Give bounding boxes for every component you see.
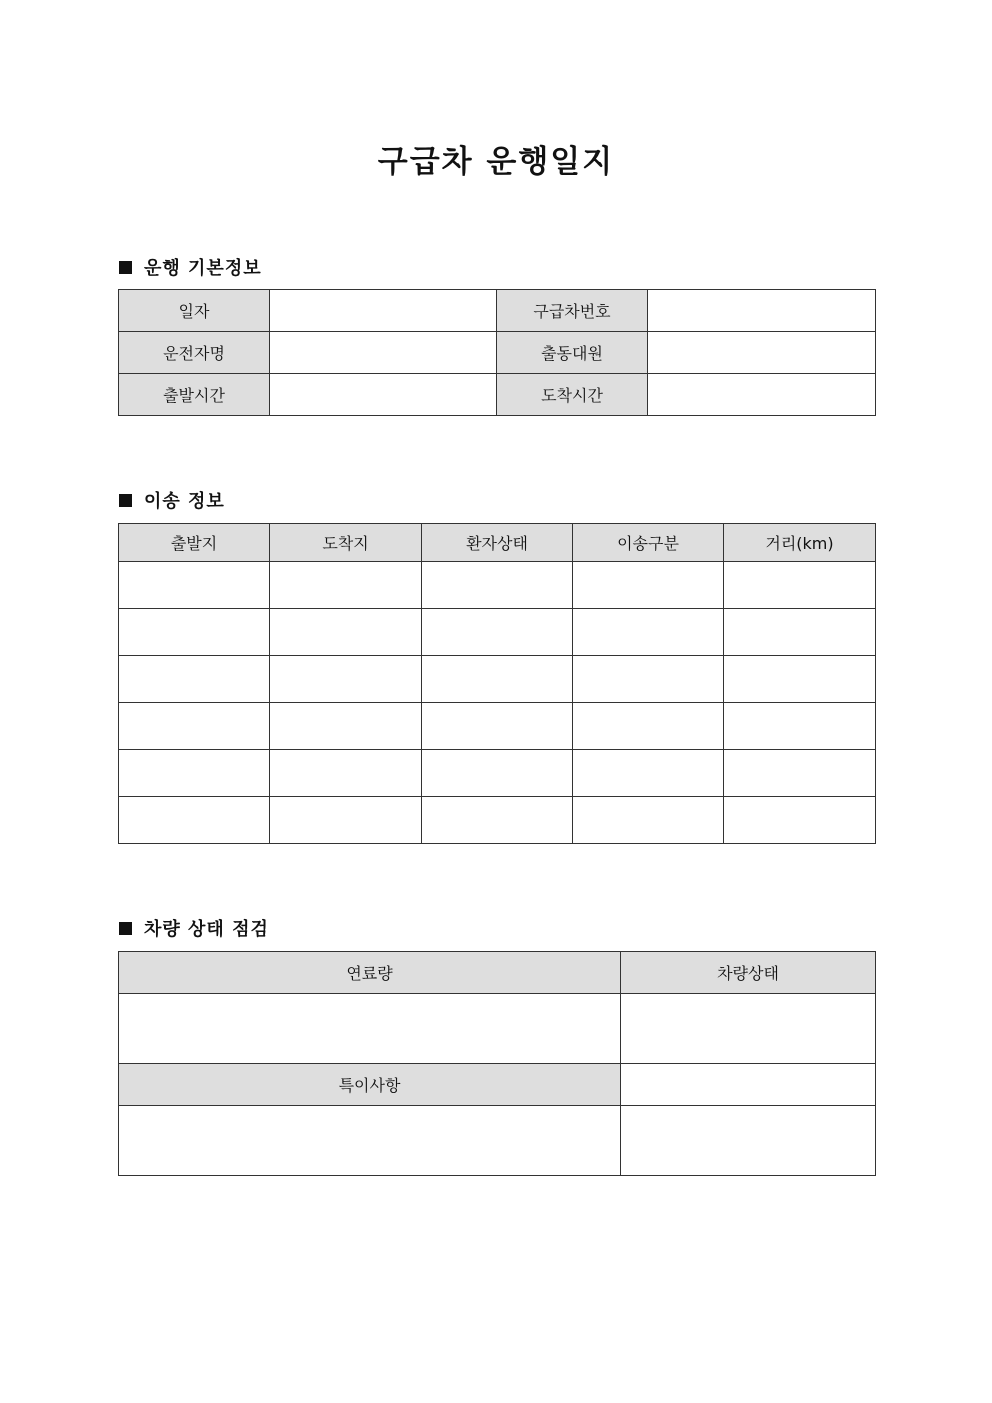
origin-cell[interactable] [119,750,270,797]
distance-cell[interactable] [724,703,876,750]
label-date: 일자 [119,290,270,332]
departure-time-field[interactable] [270,374,497,416]
transfer-type-cell[interactable] [573,703,724,750]
origin-cell[interactable] [119,609,270,656]
transfer-type-cell[interactable] [573,656,724,703]
destination-cell[interactable] [270,656,422,703]
distance-cell[interactable] [724,609,876,656]
transfer-info-table [118,523,876,844]
label-dispatched-crew: 출동대원 [497,332,648,374]
vehicle-status-field[interactable] [621,994,876,1064]
dispatched-crew-field[interactable] [648,332,876,374]
distance-cell[interactable] [724,750,876,797]
column-header-transfer-type: 이송구분 [573,524,724,562]
column-header-origin: 출발지 [119,524,270,562]
square-bullet-icon [119,922,132,935]
patient-status-cell[interactable] [422,609,573,656]
transfer-type-cell[interactable] [573,797,724,844]
arrival-time-field[interactable] [648,374,876,416]
label-ambulance-number: 구급차번호 [497,290,648,332]
destination-cell[interactable] [270,703,422,750]
special-notes-side-field[interactable] [621,1064,876,1106]
destination-cell[interactable] [270,797,422,844]
ambulance-number-field[interactable] [648,290,876,332]
destination-cell[interactable] [270,750,422,797]
table-row [119,332,876,374]
table-row [119,562,876,609]
table-row [119,1064,876,1106]
label-departure-time: 출발시간 [119,374,270,416]
patient-status-cell[interactable] [422,656,573,703]
column-header-distance: 거리(km) [724,524,876,562]
document-title: 구급차 운행일지 [377,144,615,180]
basic-info-table [118,289,876,416]
table-row [119,703,876,750]
section-heading-transfer-info [119,487,225,513]
table-row [119,750,876,797]
vehicle-check-table [118,951,876,1176]
transfer-type-cell[interactable] [573,609,724,656]
table-row [119,290,876,332]
section-heading-text: 이송 정보 [144,491,225,512]
patient-status-cell[interactable] [422,562,573,609]
label-arrival-time: 도착시간 [497,374,648,416]
table-row [119,656,876,703]
table-header-row [119,524,876,562]
origin-cell[interactable] [119,562,270,609]
table-row [119,374,876,416]
origin-cell[interactable] [119,797,270,844]
distance-cell[interactable] [724,562,876,609]
patient-status-cell[interactable] [422,703,573,750]
table-row [119,609,876,656]
square-bullet-icon [119,494,132,507]
column-header-patient-status: 환자상태 [422,524,573,562]
table-row [119,1106,876,1176]
special-notes-field[interactable] [119,1106,621,1176]
fuel-level-field[interactable] [119,994,621,1064]
label-special-notes: 특이사항 [119,1064,621,1106]
square-bullet-icon [119,261,132,274]
distance-cell[interactable] [724,797,876,844]
transfer-type-cell[interactable] [573,562,724,609]
label-fuel-level: 연료량 [119,952,621,994]
table-row [119,797,876,844]
section-heading-text: 운행 기본정보 [144,258,262,279]
special-notes-extra-field[interactable] [621,1106,876,1176]
driver-name-field[interactable] [270,332,497,374]
section-heading-basic-info [119,254,262,280]
transfer-type-cell[interactable] [573,750,724,797]
distance-cell[interactable] [724,656,876,703]
patient-status-cell[interactable] [422,797,573,844]
destination-cell[interactable] [270,609,422,656]
label-driver-name: 운전자명 [119,332,270,374]
origin-cell[interactable] [119,656,270,703]
section-heading-text: 차량 상태 점검 [144,919,269,940]
table-header-row [119,952,876,994]
origin-cell[interactable] [119,703,270,750]
patient-status-cell[interactable] [422,750,573,797]
table-row [119,994,876,1064]
column-header-destination: 도착지 [270,524,422,562]
section-heading-vehicle-check [119,915,269,941]
date-field[interactable] [270,290,497,332]
label-vehicle-status: 차량상태 [621,952,876,994]
destination-cell[interactable] [270,562,422,609]
